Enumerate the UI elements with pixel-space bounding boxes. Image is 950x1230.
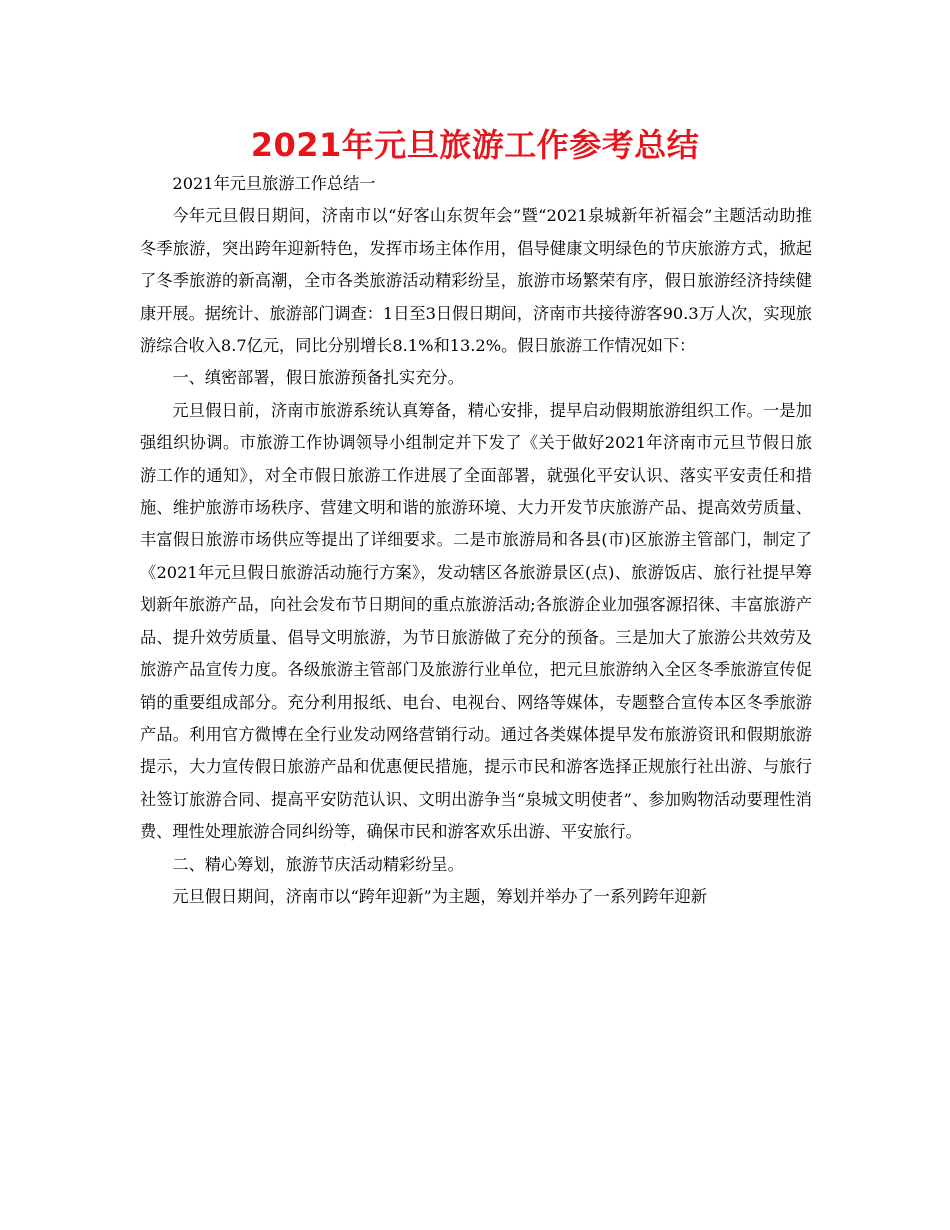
section-heading-2: 二、精心筹划，旅游节庆活动精彩纷呈。 (172, 854, 464, 874)
paragraph-intro: 今年元旦假日期间，济南市以“好客山东贺年会”暨“2021泉城新年祈福会”主题活动助推冬季旅游，突出跨年迎新特色，发挥市场主体作用，倡导健康文明绿色的节庆旅游方式，掀起了冬季旅游的新高潮，全市各类旅游活动精彩纷呈，旅游市场繁荣有序，假日旅游经济持续健康开展。据统计、旅游部门调查：1日至3日假日期间，济南市共接待游客90.3万人次，实现旅游综合收入8.7亿元，同比分别增长8.1%和13.2%。假日旅游工作情况如下： (140, 206, 812, 356)
section-heading-1: 一、缜密部署，假日旅游预备扎实充分。 (172, 368, 464, 388)
document-title: 2021年元旦旅游工作参考总结 (250, 126, 700, 164)
paragraph-section-1: 元旦假日前，济南市旅游系统认真筹备，精心安排，提早启动假期旅游组织工作。一是加强组织协调。市旅游工作协调领导小组制定并下发了《关于做好2021年济南市元旦节假日旅游工作的通知》，对全市假日旅游工作进展了全面部署，就强化平安认识、落实平安责任和措施、维护旅游市场秩序、营建文明和谐的旅游环境、大力开发节庆旅游产品、提高效劳质量、丰富假日旅游市场供应等提出了详细要求。二是市旅游局和各县(市)区旅游主管部门，制定了《2021年元旦假日旅游活动施行方案》，发动辖区各旅游景区(点)、旅游饭店、旅行社提早筹划新年旅游产品，向社会发布节日期间的重点旅游活动;各旅游企业加强客源招徕、丰富旅游产品、提升效劳质量、倡导文明旅游，为节日旅游做了充分的预备。三是加大了旅游公共效劳及旅游产品宣传力度。各级旅游主管部门及旅游行业单位，把元旦旅游纳入全区冬季旅游宣传促销的重要组成部分。充分利用报纸、电台、电视台、网络等媒体，专题整合宣传本区冬季旅游产品。利用官方微博在全行业发动网络营销行动。通过各类媒体提早发布旅游资讯和假期旅游提示，大力宣传假日旅游产品和优惠便民措施，提示市民和游客选择正规旅行社出游、与旅行社签订旅游合同、提高平安防范认识、文明出游争当“泉城文明使者”、参加购物活动要理性消费、理性处理旅游合同纠纷等，确保市民和游客欢乐出游、平安旅行。 (140, 400, 812, 842)
document-body (140, 168, 812, 913)
paragraph-subtitle: 2021年元旦旅游工作总结一 (172, 174, 376, 193)
paragraph-section-2: 元旦假日期间，济南市以“跨年迎新”为主题，筹划并举办了一系列跨年迎新 (172, 886, 707, 906)
